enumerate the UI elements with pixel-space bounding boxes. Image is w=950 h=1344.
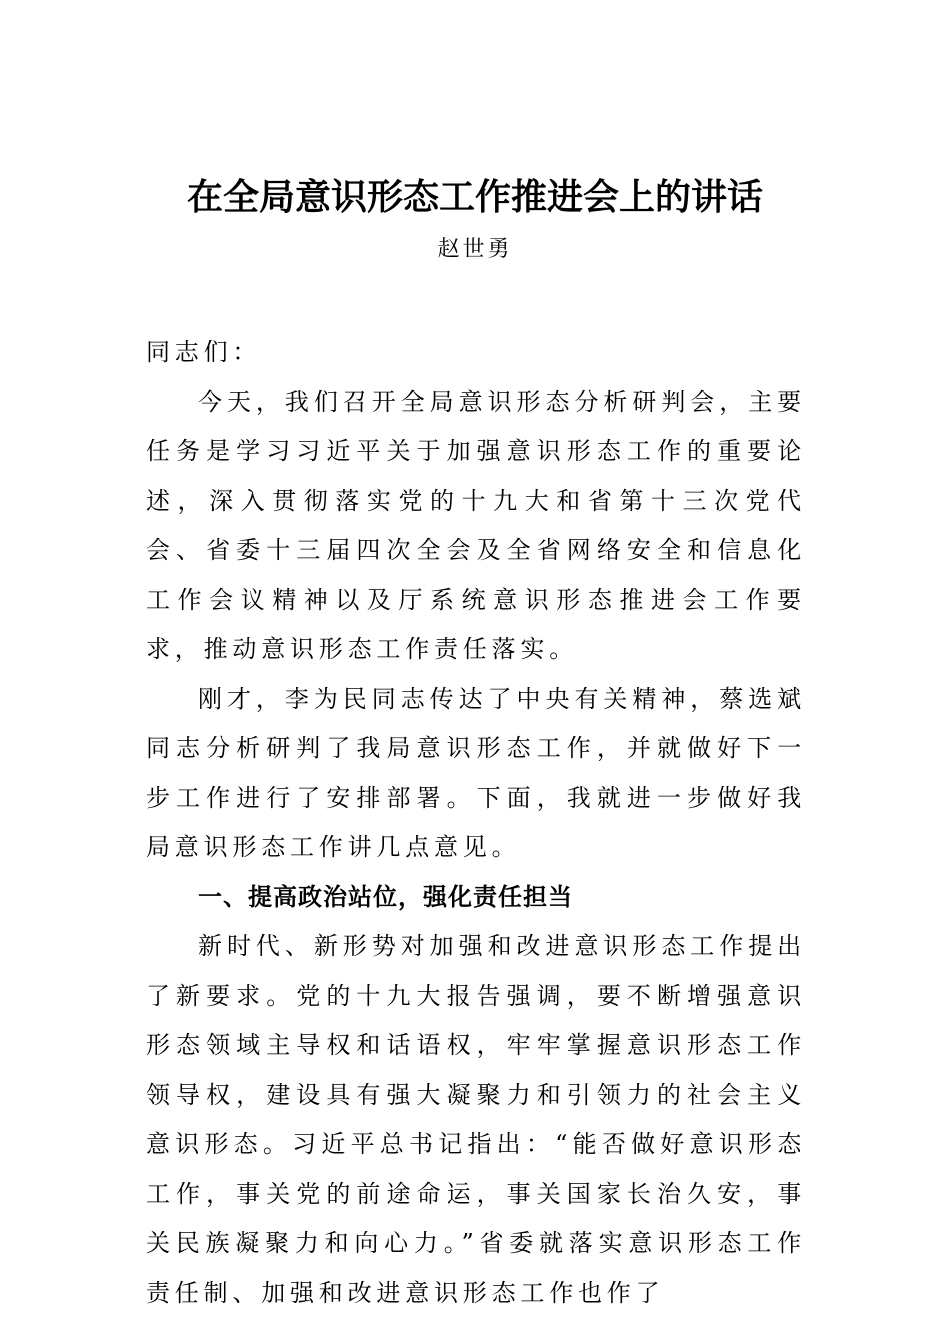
section-heading: 一、提高政治站位，强化责任担当 <box>198 882 573 911</box>
document-title: 在全局意识形态工作推进会上的讲话 <box>186 177 763 218</box>
paragraph-1: 今天，我们召开全局意识形态分析研判会，主要任务是学习习近平关于加强意识形态工作的重要论述，深入贯彻落实党的十九大和省第十三次党代会、省委十三届四次全会及全省网络安全和信息化工作会议精神以及厅系统意识形态推进会工作要求，推动意识形态工作责任落实。 <box>146 387 806 663</box>
paragraph-2: 刚才，李为民同志传达了中央有关精神，蔡选斌同志分析研判了我局意识形态工作，并就做好下一步工作进行了安排部署。下面，我就进一步做好我局意识形态工作讲几点意见。 <box>146 684 806 861</box>
document-author: 赵世勇 <box>437 237 513 262</box>
document-body <box>146 328 806 1318</box>
section-paragraph: 新时代、新形势对加强和改进意识形态工作提出了新要求。党的十九大报告强调，要不断增强意识形态领域主导权和话语权，牢牢掌握意识形态工作领导权，建设具有强大凝聚力和引领力的社会主义意识形态。习近平总书记指出：“能否做好意识形态工作，事关党的前途命运，事关国家长治久安，事关民族凝聚力和向心力。”省委就落实意识形态工作责任制、加强和改进意识形态工作也作了 <box>146 932 806 1307</box>
salutation: 同志们： <box>146 338 262 366</box>
